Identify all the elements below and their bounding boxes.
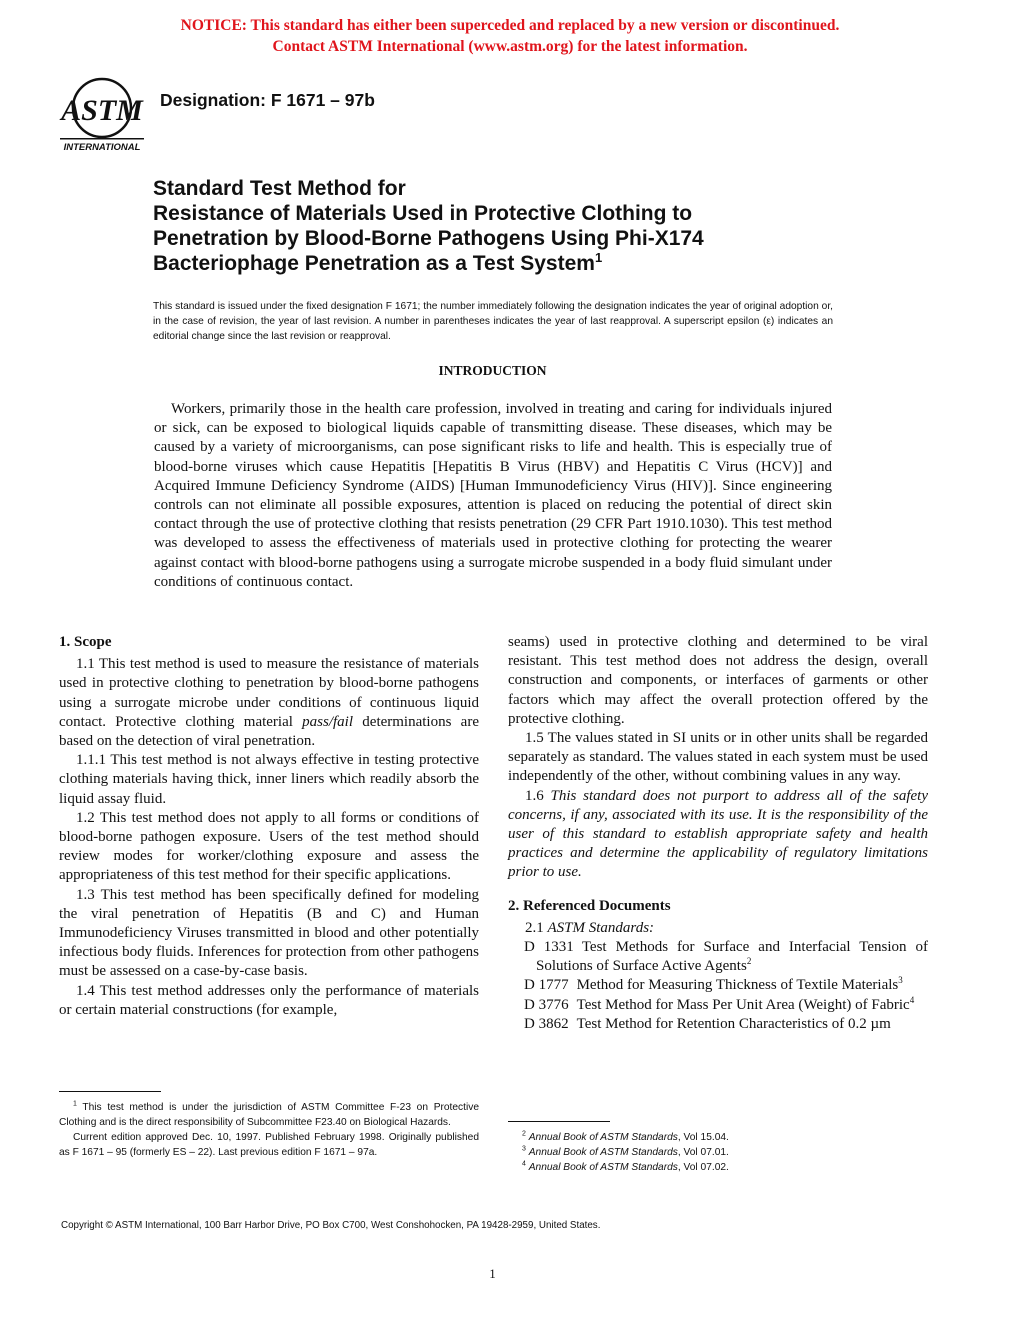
footnote-2: $^2$ Annual Book of ASTM Standards, Vol 15.04.	[522, 1130, 729, 1143]
astm-standards-label: 2.1 ASTM Standards:	[525, 919, 655, 936]
astm-logo	[58, 74, 146, 154]
supersession-notice	[0, 15, 1020, 57]
para-1-1-1: 1.1.1 This test method is not always effective in testing protective clothing materials having thick, inner liners which readily absorb the liquid assay fluid.	[59, 752, 479, 807]
para-1-1: 1.1 This test method is used to measure the resistance of materials used in protective clothing to penetration by blood-borne pathogens using a surrogate microbe under conditions of continuous liquid contact. Protective clothing material pass/fail determinations are based on the detection of viral penetration.	[59, 656, 479, 750]
ref-d3776: D 3776 Test Method for Mass Per Unit Area (Weight) of Fabric$^4$	[524, 994, 915, 1013]
para-1-2: 1.2 This test method does not apply to all forms or conditions of blood-borne pathogen exposure. Users of the test method should review modes for worker/clothing exposure and assess the appropriateness of this test method for their specific applications.	[59, 809, 479, 884]
footnote-rule-left	[59, 1091, 161, 1092]
title-line-3: Penetration by Blood-Borne Pathogens Using Phi-X174	[153, 227, 704, 250]
footnote-rule-right	[508, 1121, 610, 1122]
ref-d1777: D 1777 Method for Measuring Thickness of Textile Materials$^3$	[524, 975, 903, 994]
para-1-4-continued: seams) used in protective clothing and determined to be viral resistant. This test method does not address the design, overall construction and components, or interfaces of garments or other factors which may affect the overall protection offered by the protective clothing.	[508, 634, 928, 727]
footnote-1: $^1$ This test method is under the jurisdiction of ASTM Committee F-23 on Protective Clothing and is the direct responsibility of Subcommittee F23.40 on Biological Hazards.	[59, 1100, 479, 1128]
designation: Designation: F 1671 – 97b	[160, 90, 375, 110]
footnote-4: $^4$ Annual Book of ASTM Standards, Vol 07.02.	[522, 1160, 729, 1173]
title-footnote-mark: 1	[594, 250, 603, 265]
copyright-line: Copyright © ASTM International, 100 Barr Harbor Drive, PO Box C700, West Conshohocken, PA 19428-2959, United States.	[61, 1220, 601, 1231]
title-line-2: Resistance of Materials Used in Protective Clothing to	[153, 202, 693, 225]
footnote-3: $^3$ Annual Book of ASTM Standards, Vol 07.01.	[522, 1145, 729, 1158]
scope-heading: 1. Scope	[59, 634, 112, 650]
notice-line-2: Contact ASTM International (www.astm.org) for the latest information.	[272, 38, 748, 55]
introduction-text: Workers, primarily those in the health care profession, involved in treating and caring for individuals injured or sick, can be exposed to biological liquids capable of transmitting disease. These diseases, which may be caused by a variety of microorganisms, can pose significant risks to life and health. This is especially true of blood-borne viruses which cause Hepatitis [Hepatitis B Virus (HBV) and Hepatitis C Virus (HCV)] and Acquired Immune Deficiency Syndrome (AIDS) [Human Immunodeficiency Virus (HIV)]. Since engineering controls can not eliminate all possible exposures, attention is placed on reducing the potential of direct skin contact through the use of protective clothing that resists penetration (29 CFR Part 1910.1030). This test method was developed to assess the effectiveness of materials used in protective clothing for protecting the wearer against contact with blood-borne pathogens using a surrogate microbe suspended in a body fluid simulant under conditions of continuous contact.	[154, 401, 832, 590]
footnotes-right	[508, 1130, 928, 1175]
page-number: 1	[489, 1266, 496, 1281]
introduction-heading: INTRODUCTION	[438, 363, 547, 378]
title-line-1: Standard Test Method for	[153, 177, 406, 200]
document-title	[153, 176, 873, 276]
footnotes-left	[59, 1100, 479, 1160]
para-1-5: 1.5 The values stated in SI units or in other units shall be regarded separately as standard. The values stated in each system must be used independently of the other, without combining values in any way.	[508, 730, 928, 785]
left-column	[59, 633, 479, 1020]
footnote-1-edition: Current edition approved Dec. 10, 1997. Published February 1998. Originally published as F 1671 – 95 (formerly ES – 22). Last previous edition F 1671 – 97a.	[59, 1132, 479, 1158]
para-1-3: 1.3 This test method has been specifically defined for modeling the viral penetration of Hepatitis (B and C) and Human Immunodeficiency Viruses transmitted in blood and other potentially infectious body fluids. Inferences for protection from other pathogens must be assessed on a case-by-case basis.	[59, 886, 479, 980]
referenced-documents-heading: 2. Referenced Documents	[508, 897, 671, 914]
notice-line-1: NOTICE: This standard has either been superceded and replaced by a new version or discontinued.	[180, 17, 840, 34]
svg-text:INTERNATIONAL: INTERNATIONAL	[63, 142, 141, 153]
ref-d1331: D 1331 Test Methods for Surface and Interfacial Tension of Solutions of Surface Active Agents$^2$	[524, 939, 928, 975]
ref-d3862: D 3862 Test Method for Retention Characteristics of 0.2 µm	[524, 1015, 891, 1032]
para-1-4: 1.4 This test method addresses only the performance of materials or certain material constructions (for example,	[59, 982, 479, 1018]
title-line-4: Bacteriophage Penetration as a Test System	[153, 252, 595, 275]
issued-note: This standard is issued under the fixed designation F 1671; the number immediately following the designation indicates the year of original adoption or, in the case of revision, the year of last revision. A number in parentheses indicates the year of last reapproval. A superscript epsilon (ε) indicates an editorial change since the last revision or reapproval.	[153, 301, 833, 342]
svg-text:ASTM: ASTM	[61, 94, 143, 127]
para-1-6: 1.6 This standard does not purport to address all of the safety concerns, if any, associated with its use. It is the responsibility of the user of this standard to establish appropriate safety and health practices and determine the applicability of regulatory limitations prior to use.	[508, 787, 929, 881]
right-column	[508, 633, 928, 1034]
